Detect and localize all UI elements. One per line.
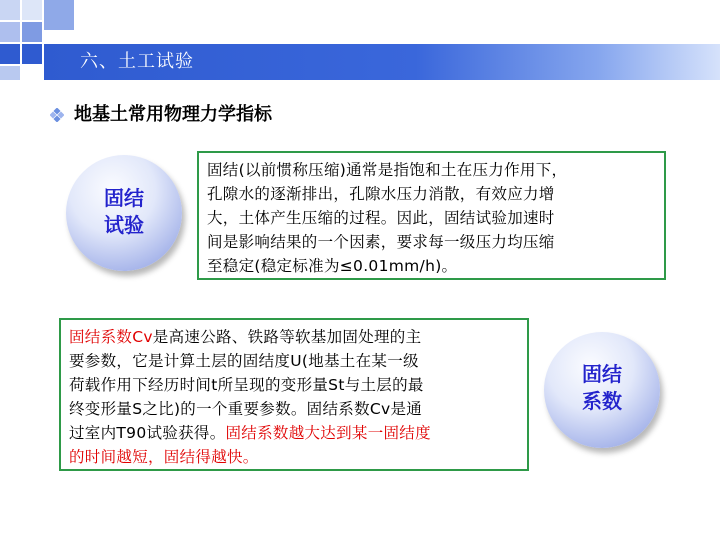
text-line <box>69 325 519 349</box>
text-line: 的时间越短，固结得越快。 <box>69 448 259 466</box>
decor-square <box>22 22 42 42</box>
decor-square <box>0 22 20 42</box>
circle-label-line: 系数 <box>582 389 622 413</box>
diamond-bullet-icon <box>50 108 64 122</box>
text-line: 孔隙水的逐渐排出，孔隙水压力消散，有效应力增 <box>207 185 555 203</box>
consolidation-coefficient-label <box>544 361 660 415</box>
text-line: 间是影响结果的一个因素，要求每一级压力均压缩 <box>207 233 555 251</box>
text-line <box>69 421 519 445</box>
consolidation-test-text-box <box>197 151 666 280</box>
body-text: 是高速公路、铁路等软基加固处理的主 <box>152 328 422 346</box>
circle-label-line: 固结 <box>104 186 144 210</box>
decor-square <box>44 0 74 30</box>
highlight-text: 固结系数Cv <box>69 328 153 346</box>
text-line: 固结(以前惯称压缩)通常是指饱和土在压力作用下， <box>207 161 568 179</box>
text-line: 荷载作用下经历时间t所呈现的变形量St与土层的最 <box>69 376 424 394</box>
section-heading: 地基土常用物理力学指标 <box>74 104 272 125</box>
text-line: 终变形量S之比)的一个重要参数。固结系数Cv是通 <box>69 400 423 418</box>
circle-label-line: 固结 <box>582 362 622 386</box>
circle-label-line: 试验 <box>104 213 144 237</box>
text-line: 大，土体产生压缩的过程。因此，固结试验加速时 <box>207 209 555 227</box>
decor-square <box>0 44 20 64</box>
body-text: 过室内T90试验获得。 <box>69 424 226 442</box>
text-line: 要参数，它是计算土层的固结度U(地基土在某一级 <box>69 352 419 370</box>
consolidation-test-label <box>66 185 182 239</box>
decor-square <box>0 0 20 20</box>
text-line: 至稳定(稳定标准为≤0.01mm/h)。 <box>207 257 458 275</box>
decor-square <box>0 66 20 80</box>
consolidation-coefficient-text-box <box>59 318 529 471</box>
highlight-text: 固结系数越大达到某一固结度 <box>225 424 431 442</box>
decor-square <box>22 0 42 20</box>
page-title: 六、土工试验 <box>80 51 194 72</box>
decor-square <box>22 44 42 64</box>
